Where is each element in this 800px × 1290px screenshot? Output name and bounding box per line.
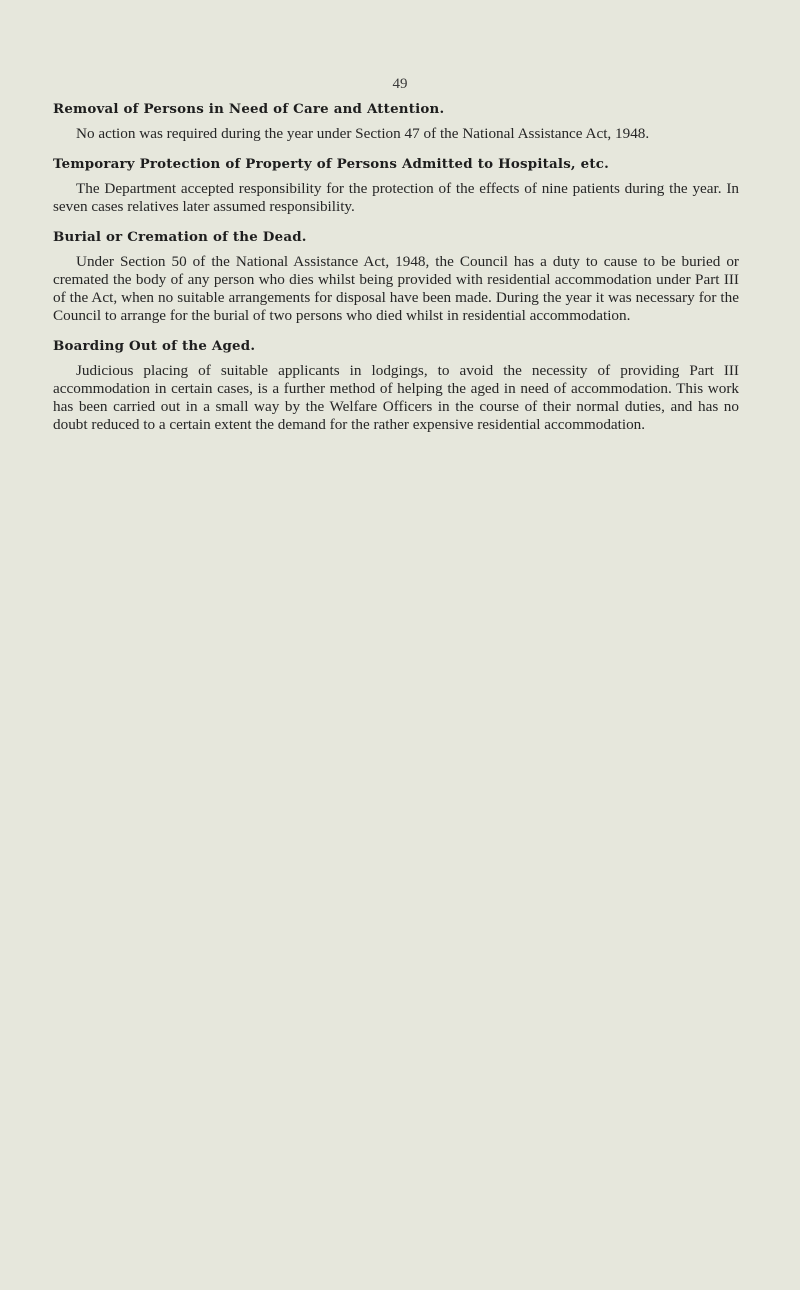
section-paragraph: No action was required during the year under Section 47 of the National Assistance Act, 1948. <box>76 125 650 142</box>
section-burial-or-cremation <box>53 229 739 325</box>
section-paragraph: Under Section 50 of the National Assistance Act, 1948, the Council has a duty to cause to be buried or cremated the body of any person who dies whilst being provided with residential accommodation under Part III of the Act, when no suitable arrangements for disposal have been made. During the year it was necessary for the Council to arrange for the burial of two persons who died whilst in residential accommodation. <box>53 253 739 324</box>
page-number: 49 <box>392 76 408 92</box>
section-temporary-protection <box>53 156 739 216</box>
section-boarding-out-of-aged <box>53 338 739 434</box>
section-heading: Burial or Cremation of the Dead. <box>53 229 307 245</box>
section-paragraph: Judicious placing of suitable applicants in lodgings, to avoid the necessity of providing Part III accommodation in certain cases, is a further method of helping the aged in need of accommodation. This work has been carried out in a small way by the Welfare Officers in the course of their normal duties, and has no doubt reduced to a certain extent the demand for the rather expensive residential accommodation. <box>53 362 739 433</box>
section-heading: Removal of Persons in Need of Care and Attention. <box>53 101 445 117</box>
section-removal-of-persons <box>53 101 739 143</box>
section-heading: Temporary Protection of Property of Persons Admitted to Hospitals, etc. <box>53 156 609 172</box>
section-heading: Boarding Out of the Aged. <box>53 338 256 354</box>
section-paragraph: The Department accepted responsibility for the protection of the effects of nine patients during the year. In seven cases relatives later assumed responsibility. <box>53 180 739 215</box>
document-body <box>53 101 739 447</box>
